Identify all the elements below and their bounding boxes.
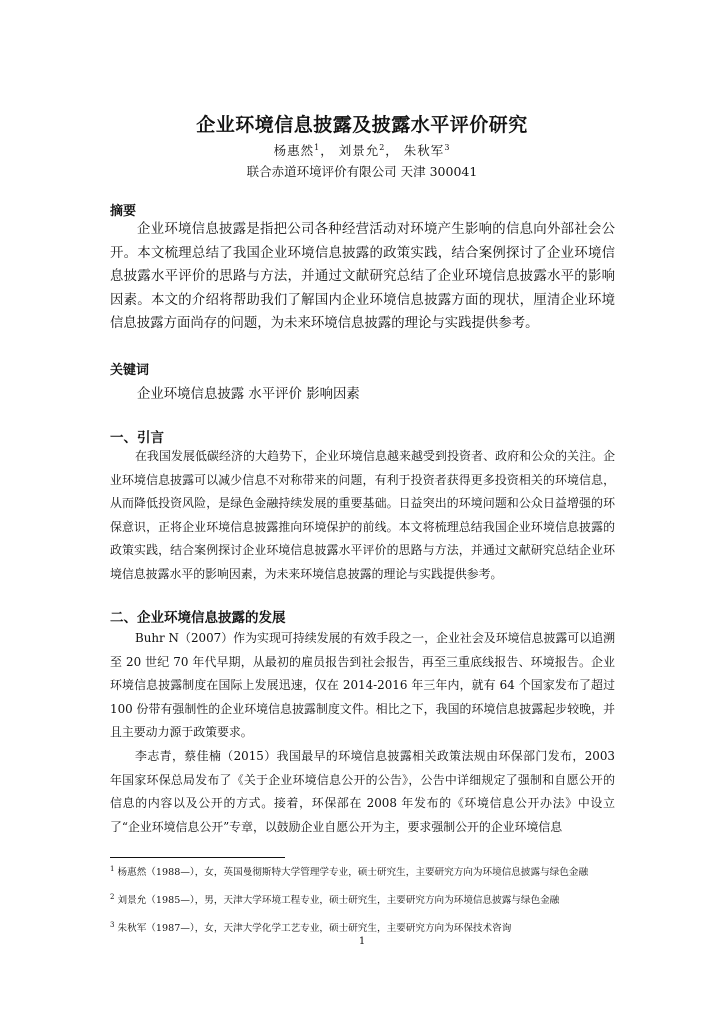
keywords-text: 企业环境信息披露 水平评价 影响因素: [137, 387, 360, 402]
author-footnote-mark[interactable]: 3: [444, 142, 451, 152]
author-separator: ，: [385, 143, 399, 158]
abstract-heading: 摘要: [110, 204, 137, 219]
footnote: [110, 894, 615, 908]
keywords-heading: 关键词: [110, 363, 150, 378]
paper-title: 企业环境信息披露及披露水平评价研究: [196, 114, 528, 136]
section-heading: 二、企业环境信息披露的发展: [110, 610, 286, 626]
author-name: 刘景允: [338, 143, 380, 158]
abstract-block: [110, 218, 615, 336]
keywords-heading-block: [110, 359, 615, 378]
affiliation: 联合赤道环境评价有限公司 天津 300041: [246, 164, 478, 179]
keywords-block: [110, 383, 615, 402]
page-number: 1: [358, 936, 366, 947]
section-heading-block: [110, 606, 615, 626]
footnote: [110, 866, 615, 880]
footnote-text: 刘景允（1985—），男，天津大学环境工程专业，硕士研究生，主要研究方向为环境信息披露与绿色金融: [117, 895, 560, 906]
author-name: 朱秋军: [403, 143, 445, 158]
footnote-mark: 2: [110, 892, 115, 901]
footnote-mark: 3: [110, 920, 115, 929]
section-body: [110, 627, 615, 839]
section-heading-block: [110, 426, 615, 446]
body-paragraph: 李志青，蔡佳楠（2015）我国最早的环境信息披露相关政策法规由环保部门发布，2003 年国家环保总局发布了《关于企业环境信息公开的公告》，公告中详细规定了强制和自愿公开的信息的内容以及公开的方式。接着，环保部在 2008 年发布的《环境信息公开办法》中设立了“企业环境信息公开”专章，以鼓励企业自愿公开为主，要求强制公开的企业环境信息: [110, 748, 615, 834]
footnote-text: 杨惠然（1988—），女，英国曼彻斯特大学管理学专业，硕士研究生，主要研究方向为环境信息披露与绿色金融: [117, 867, 589, 878]
section-body: [110, 445, 615, 587]
author-list: [0, 141, 724, 159]
abstract-heading-block: [110, 200, 615, 219]
author-separator: ，: [320, 143, 334, 158]
author-name: 杨惠然: [273, 143, 315, 158]
abstract-text: 企业环境信息披露是指把公司各种经营活动对环境产生影响的信息向外部社会公开。本文梳理总结了我国企业环境信息披露的政策实践，结合案例探讨了企业环境信息披露水平评价的思路与方法，并通过文献研究总结了企业环境信息披露水平的影响因素。本文的介绍将帮助我们了解国内企业环境信息披露方面的现状，厘清企业环境信息披露方面尚存的问题，为未来环境信息披露的理论与实践提供参考。: [110, 222, 615, 331]
footnote-divider: [110, 857, 285, 858]
body-paragraph: 在我国发展低碳经济的大趋势下，企业环境信息越来越受到投资者、政府和公众的关注。企业环境信息披露可以减少信息不对称带来的问题，有利于投资者获得更多投资相关的环境信息，从而降低投资风险，是绿色金融持续发展的重要基础。日益突出的环境问题和公众日益增强的环保意识，正将企业环境信息披露推向环境保护的前线。本文将梳理总结我国企业环境信息披露的政策实践，结合案例探讨企业环境信息披露水平评价的思路与方法，并通过文献研究总结企业环境信息披露水平的影响因素，为未来环境信息披露的理论与实践提供参考。: [110, 449, 615, 581]
body-paragraph: Buhr N（2007）作为实现可持续发展的有效手段之一，企业社会及环境信息披露可以追溯至 20 世纪 70 年代早期，从最初的雇员报告到社会报告，再至三重底线报告、环境报告。企业环境信息披露制度在国际上发展迅速，仅在 2014-2016 年三年内，就有 64 个国家发布了超过 100 份带有强制性的企业环境信息披露制度文件。相比之下，我国的环境信息披露起步较晚，并且主要动力源于政策要求。: [110, 631, 615, 740]
footnote: [110, 922, 615, 936]
section-heading: 一、引言: [110, 430, 164, 446]
footnote-mark: 1: [110, 864, 115, 873]
footnote-text: 朱秋军（1987—），女，天津大学化学工艺专业，硕士研究生，主要研究方向为环保技术咨询: [117, 923, 512, 934]
author-footnote-mark[interactable]: 1: [314, 142, 321, 152]
author-footnote-mark[interactable]: 2: [379, 142, 386, 152]
